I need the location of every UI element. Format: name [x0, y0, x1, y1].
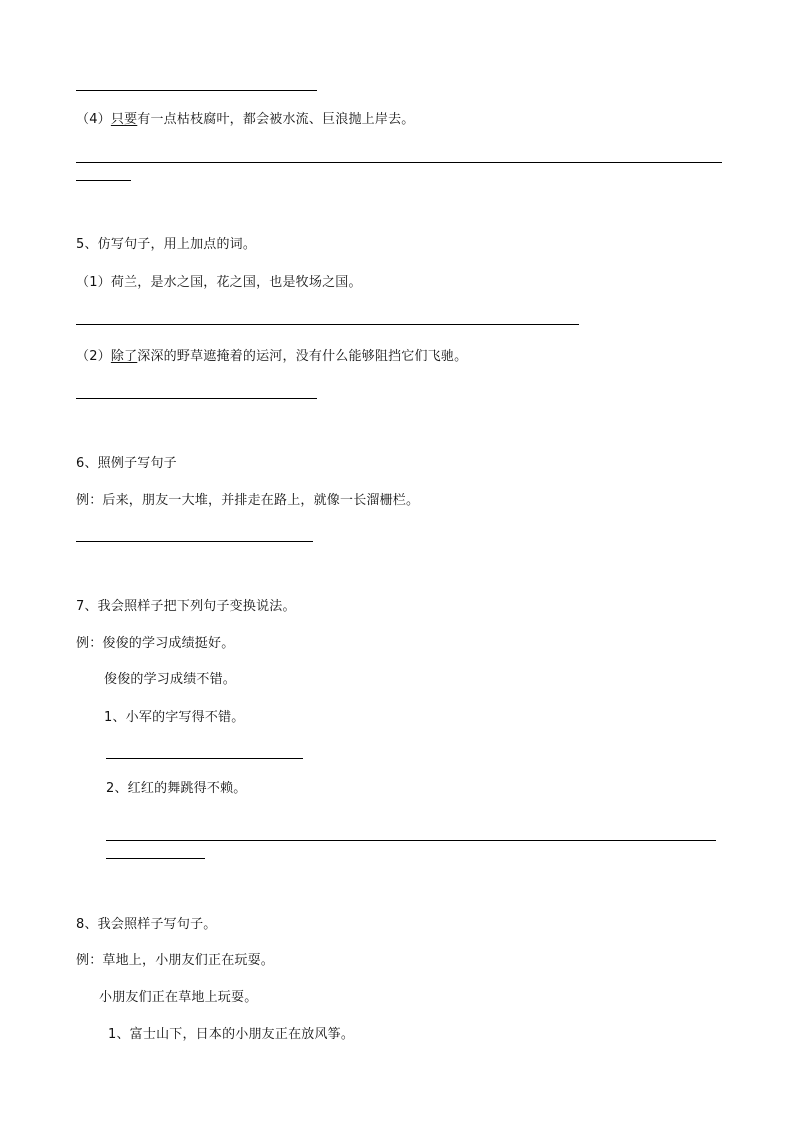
- q4-item-4: [76, 111, 414, 129]
- q5-item-2: [76, 348, 467, 366]
- q7-item-2: 2、红红的舞跳得不赖。: [106, 781, 247, 796]
- answer-line: [76, 180, 131, 181]
- q7-example-answer: 俊俊的学习成绩不错。: [104, 672, 237, 687]
- answer-line: [76, 90, 317, 91]
- question-7-title: 7、我会照样子把下列句子变换说法。: [76, 599, 296, 614]
- sentence-text: 有一点枯枝腐叶，都会被水流、巨浪抛上岸去。: [137, 112, 415, 127]
- q7-item-1: 1、小军的字写得不错。: [104, 710, 245, 725]
- answer-line: [106, 758, 303, 759]
- question-5-title: 5、仿写句子，用上加点的词。: [76, 237, 257, 252]
- answer-line: [76, 398, 317, 399]
- item-number: （2）: [76, 349, 111, 364]
- answer-line: [76, 541, 313, 542]
- q8-example-answer: 小朋友们正在草地上玩耍。: [99, 990, 258, 1005]
- underlined-word: 除了: [110, 349, 138, 364]
- answer-line: [106, 840, 716, 841]
- q8-example: 例：草地上，小朋友们正在玩耍。: [76, 953, 275, 968]
- underlined-word: 只要: [110, 112, 138, 127]
- sentence-text: 深深的野草遮掩着的运河，没有什么能够阻挡它们飞驰。: [137, 349, 468, 364]
- q8-item-1: 1、富士山下，日本的小朋友正在放风筝。: [108, 1027, 355, 1042]
- answer-line: [76, 324, 579, 325]
- question-8-title: 8、我会照样子写句子。: [76, 917, 217, 932]
- question-6-title: 6、照例子写句子: [76, 456, 177, 471]
- item-number: （4）: [76, 112, 111, 127]
- answer-line: [76, 162, 722, 163]
- q7-example: 例：俊俊的学习成绩挺好。: [76, 636, 235, 651]
- answer-line: [106, 858, 205, 859]
- q6-example: 例：后来，朋友一大堆，并排走在路上，就像一长溜栅栏。: [76, 493, 420, 508]
- q5-item-1: （1）荷兰，是水之国，花之国，也是牧场之国。: [76, 275, 362, 290]
